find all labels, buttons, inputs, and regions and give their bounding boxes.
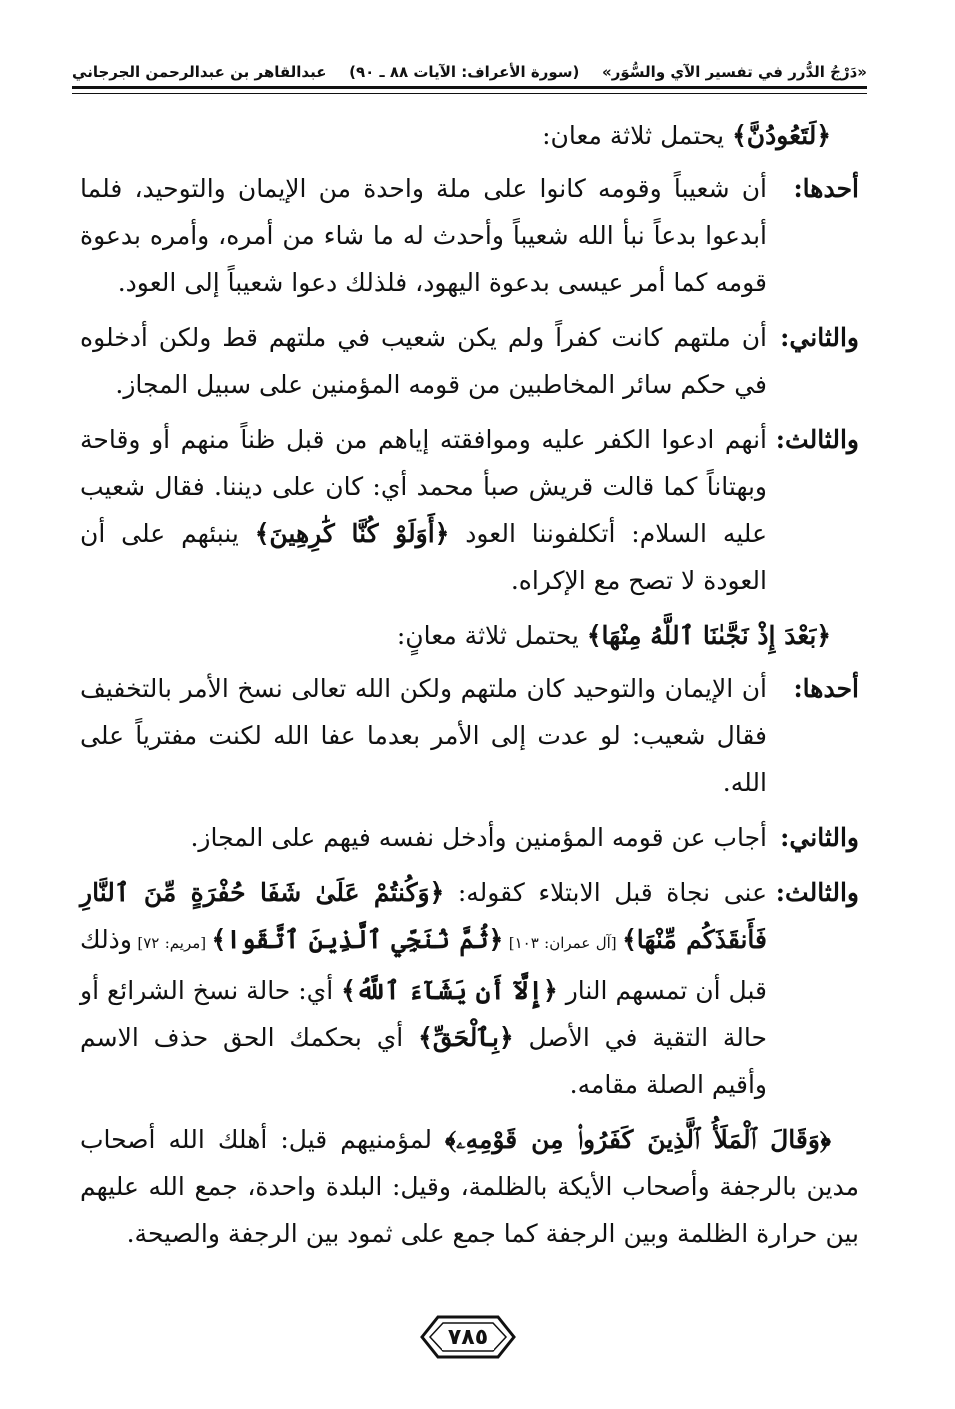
meaning-text: أنهم ادعوا الكفر عليه وموافقته إياهم من قبل ظناً منهم أو وقاحة وبهتاناً كما قالت قريش صبأ محمد أي: كان على ديننا. فقال شعيب عليه السلام: أتكلفوننا العود ﴿أَوَلَوْ كُنَّا كَٰرِهِينَ﴾ ينبئهم على أن العودة لا تصح مع الإكراه. <box>80 425 767 595</box>
closing-paragraph: ﴿وَقَالَ ٱلْمَلَأُ ٱلَّذِينَ كَفَرُوا۟ مِن قَوْمِهِۦ﴾ لمؤمنيهم قيل: أهلك الله أصحاب مدين بالرجفة وأصحاب الأيكة بالظلمة، وقيل: البلدة واحدة، جمع الله عليهم بين حرارة الظلمة وبين الرجفة كما جمع على ثمود بين الرجفة والصيحة. <box>80 1125 859 1248</box>
meaning-label: والثاني: <box>780 323 859 352</box>
page-body <box>80 112 859 1257</box>
page-number: ٧٨٥ <box>442 1325 494 1350</box>
quran-quote: ﴿وَكُنتُمْ عَلَىٰ شَفَا حُفْرَةٍ مِّنَ ٱلنَّارِ فَأَنقَذَكُم مِّنْهَا﴾ <box>80 878 767 954</box>
surah-reference: (سورة الأعراف: الآيات ٨٨ ـ ٩٠) <box>349 63 580 81</box>
header-rule-thick <box>72 86 867 89</box>
meaning-text: أجاب عن قومه المؤمنين وأدخل نفسه فيهم على المجاز. <box>190 823 767 852</box>
quran-quote: ﴿إِلَّآ أَن يَشَآءَ ٱللَّهُ﴾ <box>341 976 558 1005</box>
quran-quote: ﴿أَوَلَوْ كُنَّا كَٰرِهِينَ﴾ <box>254 519 450 548</box>
page-number-badge <box>418 1312 518 1362</box>
book-title: «دَرْجُ الدُّرر في تفسير الآي والسُّوَر» <box>602 63 867 81</box>
section-2-meaning-2 <box>80 814 859 861</box>
quran-quote: ﴿بَعْدَ إِذْ نَجَّىٰنَا ٱللَّهُ مِنْهَا﴾ <box>586 621 831 650</box>
section-1-intro: ﴿لَتَعُودُنَّ﴾ يحتمل ثلاثة معان: <box>542 121 831 150</box>
meaning-label: أحدها: <box>793 674 859 703</box>
section-1-meaning-3 <box>80 416 859 604</box>
verse-reference: [مريم: ٧٢] <box>131 934 212 952</box>
meaning-label: والثاني: <box>780 823 859 852</box>
quran-quote: ﴿بِٱلْحَقِّ﴾ <box>418 1023 514 1052</box>
meaning-text: أن ملتهم كانت كفراً ولم يكن شعيب في ملتهم قط ولكن أدخلوه في حكم سائر المخاطبين من قومه المؤمنين على سبيل المجاز. <box>80 323 767 399</box>
meaning-text: أن شعيباً وقومه كانوا على ملة واحدة من الإيمان والتوحيد، فلما أبدعوا بدعاً نبأ الله شعيباً وأحدث له ما شاء من أمره، وأمره بدعوة قومه كما أمر عيسى بدعوة اليهود، فلذلك دعوا شعيباً إلى العود. <box>80 174 767 297</box>
quran-quote: ﴿وَقَالَ ٱلْمَلَأُ ٱلَّذِينَ كَفَرُوا۟ مِن قَوْمِهِۦ﴾ <box>445 1125 831 1154</box>
author-name: عبدالقاهر بن عبدالرحمن الجرجاني <box>72 63 327 81</box>
quran-quote: ﴿ثُمَّ نُنَجِّي ٱلَّذِينَ ٱتَّقَوا﴾ <box>211 925 504 954</box>
meaning-label: أحدها: <box>793 174 859 203</box>
quran-quote: ﴿لَتَعُودُنَّ﴾ <box>732 121 831 150</box>
verse-reference: [آل عمران: ١٠٣] <box>503 934 623 952</box>
meaning-label: والثالث: <box>775 425 859 454</box>
section-2-meaning-1 <box>80 665 859 806</box>
meaning-text: عنى نجاة قبل الابتلاء كقوله: ﴿وَكُنتُمْ عَلَىٰ شَفَا حُفْرَةٍ مِّنَ ٱلنَّارِ فَأَنقَذَكُم مِّنْهَا﴾ [آل عمران: ١٠٣] ﴿ثُمَّ نُنَجِّي ٱلَّذِينَ ٱتَّقَوا﴾ [مريم: ٧٢] وذلك قبل أن تمسهم النار ﴿إِلَّآ أَن يَشَآءَ ٱللَّهُ﴾ أي: حالة نسخ الشرائع أو حالة التقية في الأصل ﴿بِٱلْحَقِّ﴾ أي بحكمك الحق حذف الاسم وأقيم الصلة مقامه. <box>80 878 767 1099</box>
section-2-intro: ﴿بَعْدَ إِذْ نَجَّىٰنَا ٱللَّهُ مِنْهَا﴾ يحتمل ثلاثة معانٍ: <box>396 621 831 650</box>
section-1-meaning-2 <box>80 314 859 408</box>
meaning-text: أن الإيمان والتوحيد كان ملتهم ولكن الله تعالى نسخ الأمر بالتخفيف فقال شعيب: لو عدت إلى الأمر بعدما عفا الله لكنت مفترياً على الله. <box>80 674 767 797</box>
section-1-meaning-1 <box>80 165 859 306</box>
header-rule-thin <box>72 93 867 94</box>
section-2-meaning-3 <box>80 869 859 1108</box>
meaning-label: والثالث: <box>775 878 859 907</box>
